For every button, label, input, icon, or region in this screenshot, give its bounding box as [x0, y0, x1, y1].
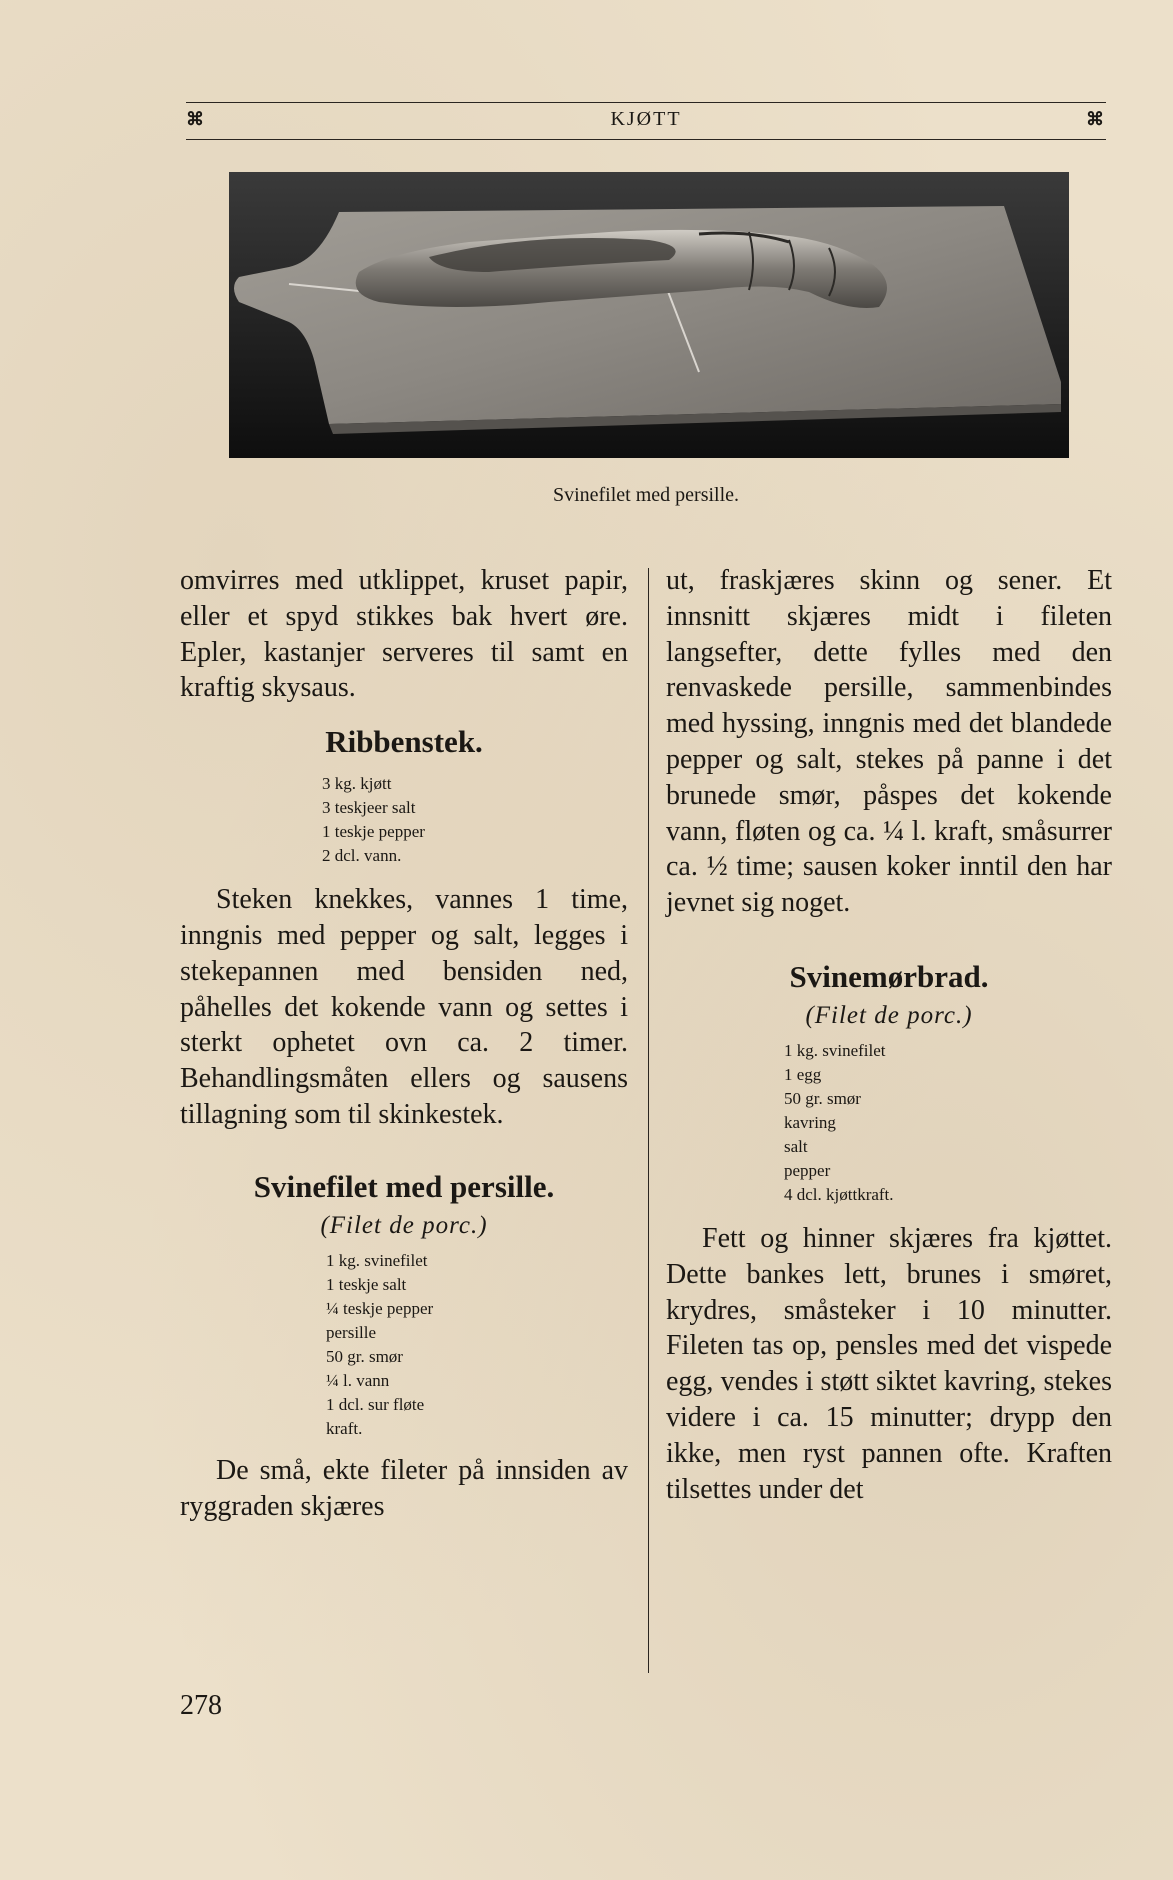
svinemorbrad-method: Fett og hinner skjæres fra kjøttet. Dette bankes lett, brunes i smøret, krydres, småsteker i 10 minutter. Fileten tas op, pensles med det vispede egg, vendes i støtt siktet kavring, stekes videre i ca. 15 minutter; drypp den ikke, men ryst pannen ofte. Kraften tilsettes under det — [666, 1222, 1112, 1505]
running-head — [186, 108, 1106, 131]
left-ornament-icon: ⌘ — [186, 109, 206, 129]
ingredient-item: 1 kg. svinefilet — [784, 1040, 886, 1060]
ingredient-item: salt — [784, 1136, 808, 1156]
running-head-title: KJØTT — [610, 108, 682, 130]
ingredient-item: 4 dcl. kjøttkraft. — [784, 1184, 894, 1204]
ribbenstek-ingredients — [322, 772, 628, 868]
svinefilet-subtitle: (Filet de porc.) — [320, 1211, 488, 1239]
ingredient-item: pepper — [784, 1160, 831, 1180]
ingredient-item: 1 teskje pepper — [322, 822, 425, 842]
pork-fillet-photo — [229, 172, 1069, 458]
ribbenstek-heading: Ribbenstek. — [325, 724, 483, 760]
ingredient-item: 3 teskjeer salt — [322, 798, 416, 818]
ingredient-item: 50 gr. smør — [326, 1346, 403, 1366]
ingredient-item: kavring — [784, 1112, 836, 1132]
photo-caption: Svinefilet med persille. — [552, 484, 740, 506]
ingredient-item: kraft. — [326, 1418, 363, 1438]
svinefilet-ingredients — [326, 1249, 628, 1441]
column-divider — [648, 568, 649, 1673]
page-number: 278 — [180, 1690, 222, 1721]
svinefilet-heading: Svinefilet med persille. — [253, 1168, 555, 1204]
svinemorbrad-ingredients — [784, 1039, 1112, 1207]
svinemorbrad-heading: Svinemørbrad. — [789, 958, 989, 994]
ingredient-item: 1 dcl. sur fløte — [326, 1394, 425, 1414]
ingredient-item: ¼ l. vann — [326, 1370, 390, 1390]
ingredient-item: 1 teskje salt — [326, 1274, 407, 1294]
right-ornament-icon: ⌘ — [1085, 109, 1106, 129]
svinefilet-method-continued: ut, fraskjæres skinn og sener. Et innsnitt skjæres midt i fileten langsefter, dette fylles med den renvaskede persille, sammenbindes med hyssing, inngnis med det blandede pepper og salt, stekes på panne i det brunede smør, påspes det kokende vann, fløten og ca. ¼ l. kraft, småsurrer ca. ½ time; sausen koker inntil den har jevnet sig noget. — [666, 565, 1112, 919]
ingredient-item: 3 kg. kjøtt — [322, 774, 392, 794]
ingredient-item: 50 gr. smør — [784, 1088, 861, 1108]
ingredient-item: ¼ teskje pepper — [326, 1298, 434, 1318]
ingredient-item: 1 kg. svinefilet — [326, 1250, 428, 1270]
left-column — [180, 563, 628, 1524]
bottom-rule — [186, 139, 1106, 140]
ingredient-item: persille — [326, 1322, 377, 1342]
ingredient-item: 2 dcl. vann. — [322, 846, 402, 866]
svinemorbrad-subtitle: (Filet de porc.) — [805, 1001, 973, 1029]
intro-paragraph: omvirres med utklippet, kruset papir, eller et spyd stikkes bak hvert øre. Epler, kastanjer serveres til samt en kraftig skysaus. — [180, 565, 628, 704]
ribbenstek-method: Steken knekkes, vannes 1 time, inngnis med pepper og salt, legges i stekepannen med bensiden ned, påhelles det kokende vann og settes i sterkt ophetet ovn ca. 2 timer. Behandlingsmåten ellers og sausens tillagning som til skinkestek. — [180, 884, 628, 1130]
cutting-board-illustration — [229, 172, 1069, 458]
right-column — [666, 563, 1112, 1507]
svinefilet-method: De små, ekte fileter på innsiden av ryggraden skjæres — [180, 1454, 628, 1522]
top-rule — [186, 102, 1106, 103]
ingredient-item: 1 egg — [784, 1064, 822, 1084]
